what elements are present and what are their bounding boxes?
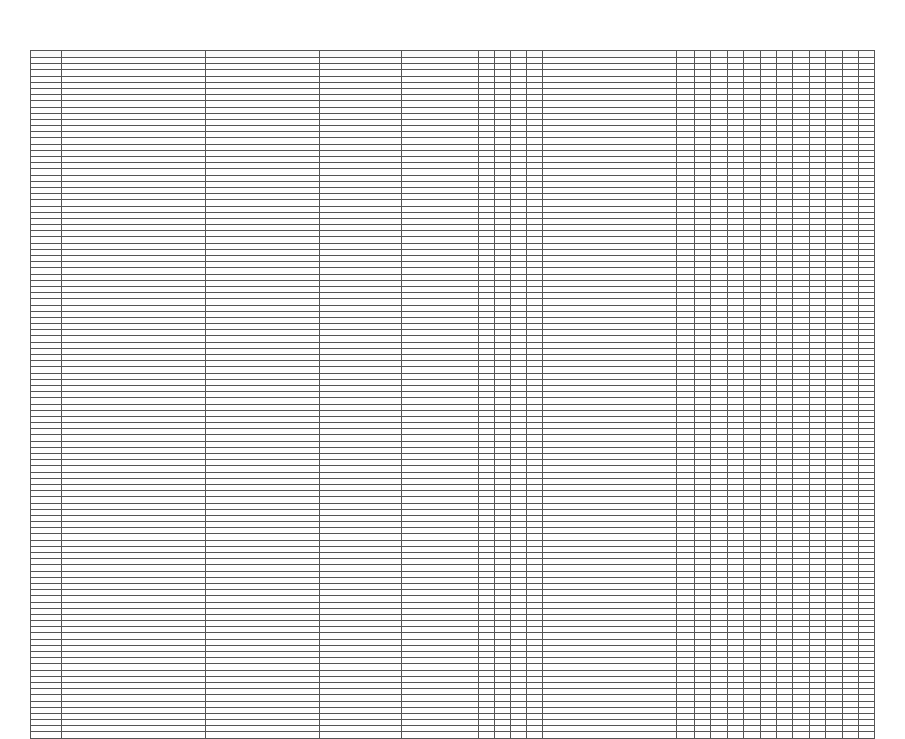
column-header [677,51,695,58]
table-cell [494,732,510,738]
column-header [319,51,401,58]
table-cell [793,732,809,738]
column-header [744,51,760,58]
column-header [31,51,62,58]
column-header [711,51,727,58]
table-cell [526,732,542,738]
column-header [526,51,542,58]
column-header [206,51,319,58]
column-header [61,51,205,58]
column-header [760,51,776,58]
table-cell [859,732,875,738]
table-cell [711,732,727,738]
column-header [842,51,858,58]
table-cell [727,732,743,738]
column-header [793,51,809,58]
table-cell [511,732,526,738]
column-header [511,51,526,58]
column-header [694,51,710,58]
table-cell [543,732,677,738]
table-cell [206,732,319,738]
table-cell [401,732,478,738]
column-header [479,51,494,58]
column-header [859,51,875,58]
column-header [401,51,478,58]
table-cell [760,732,776,738]
table-cell [744,732,760,738]
table-cell [61,732,205,738]
table-cell [677,732,695,738]
table-cell [479,732,494,738]
table-cell [809,732,825,738]
data-table [30,50,875,739]
table-row [31,732,875,738]
table-cell [777,732,793,738]
table-header [31,51,875,58]
table-cell [694,732,710,738]
table-cell [31,732,62,738]
column-header [494,51,510,58]
column-header [727,51,743,58]
table-body [31,58,875,739]
column-header [777,51,793,58]
table-header-row [31,51,875,58]
table-cell [826,732,842,738]
table-cell [319,732,401,738]
column-header [543,51,677,58]
table-cell [842,732,858,738]
column-header [826,51,842,58]
column-header [809,51,825,58]
